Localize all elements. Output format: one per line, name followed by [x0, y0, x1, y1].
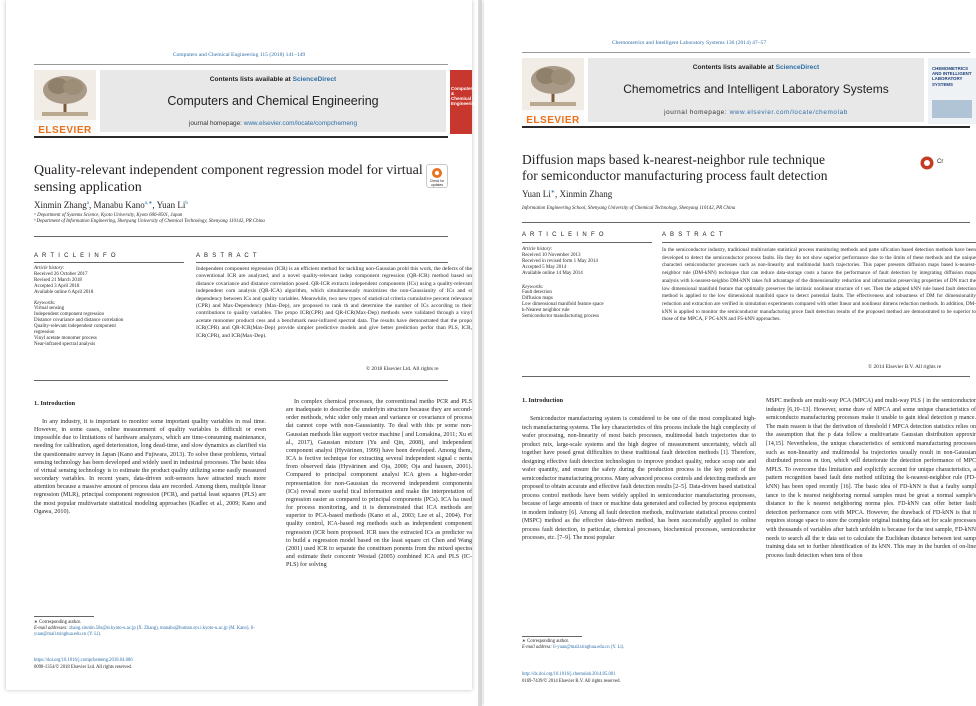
- right-paper-page: [484, 0, 976, 706]
- left-title-line-1: Quality-relevant independent component regression model for virtual: [34, 163, 423, 178]
- history-item: Received in revised form 1 May 2014: [522, 258, 598, 264]
- right-intro-col2: MSPC methods are multi-way PCA (MPCA) and multi-way PLS ( in the semiconductor industry [6,10–13]. However, some draw of MPCA and some unique characteristics of semiconducto manufacturing processes make it unable to gain ideal detection p mance. The main reason is that the derivation of threshold f MPCA detection statistics relies on the assumption that the p data follow a multivariate Gaussian distribution approxir [14,15]. Nevertheless, the unique characteristics of semicond manufacturing processes such as non-linearity and multimodal ba trajectories usually result in non-Gaussian distributed process m tion, which will deteriorate the detection performance of MPC MPLS. To overcome this limitation and explicitly account for unique characteristics, a pattern recognition based fault dete method utilizing the k-nearest-neighbor rule (FD-kNN) has been oped recently [16]. The basic idea of FD-kNN is that a faulty sampl tance to the k nearest neighboring normal samples must be great a normal sample's distance to the k nearest neighboring norma ples. FD-kNN can offer better fault detection performance com with MPCA. However, the drawback of FD-kNN is that it requires storage space to store the complete original training data set for scale processes with thousands of variables after batch unfoldin is because for the test sample, FD-kNN needs to search all the tr data set to calculate the Euclidean distance between test samp training data set to further identification of its kNN. This may in the burden of on-line process fault detection when tens of thou: [766, 398, 976, 559]
- left-sciencedirect-link[interactable]: ScienceDirect: [292, 76, 337, 83]
- right-footnotes: [522, 639, 756, 651]
- history-item: Revised 21 March 2018: [34, 277, 82, 283]
- left-homepage-link[interactable]: www.elsevier.com/locate/compchemeng: [243, 120, 358, 127]
- left-issn: 0098-1354/© 2018 Elsevier Ltd. All rights reserved.: [34, 665, 133, 670]
- left-paper-title: [34, 162, 424, 196]
- right-masthead-rule: [522, 126, 970, 128]
- right-cover-image: [932, 100, 972, 118]
- crossmark-badge[interactable]: [920, 156, 976, 172]
- right-copyright: © 2014 Elsevier B.V. All rights re: [868, 364, 942, 370]
- left-affiliations: [34, 213, 454, 225]
- author-xinmin-zhang[interactable]: Xinmin Zhang: [559, 189, 613, 199]
- left-elsevier-logo: [34, 70, 96, 136]
- right-body-rule: [522, 376, 970, 377]
- keyword-item: Fault detection: [522, 290, 552, 296]
- right-keywords-label: Keywords:: [522, 284, 544, 290]
- left-paper-page: [6, 0, 478, 690]
- left-contents-line: [100, 76, 446, 83]
- right-publisher-name: ELSEVIER: [526, 115, 580, 126]
- keyword-item: Diffusion maps: [522, 296, 553, 302]
- left-authors: [34, 200, 188, 210]
- right-email-address[interactable]: li-yuan@mail.tsinghua.edu.cn (Y. Li).: [553, 645, 625, 650]
- history-item: Accepted 3 April 2018: [34, 283, 80, 289]
- author-yuan-li[interactable]: Yuan Li: [156, 200, 186, 210]
- author-yuan-li[interactable]: Yuan Li: [522, 189, 551, 199]
- right-doi-link[interactable]: http://dx.doi.org/10.1016/j.chemolab.2014.05.001: [522, 672, 616, 677]
- author-xinmin-zhang[interactable]: Xinmin Zhang: [34, 200, 87, 210]
- left-affiliation-b: ᵇ Department of Information Engineering, Shenyang University of Chemical Technology, Shenyang 110142, PR China: [34, 219, 265, 224]
- left-homepage-line: [100, 120, 446, 127]
- author-sup: b: [185, 201, 188, 206]
- left-journal-name: Computers and Chemical Engineering: [167, 94, 379, 108]
- left-info-rule: [34, 262, 184, 263]
- left-footnote-rule: [34, 616, 94, 617]
- check-updates-label: Check for updates: [429, 179, 445, 187]
- right-title-line-1: Diffusion maps based k-nearest-neighbor rule technique: [522, 152, 826, 167]
- left-abstract-text: Independent component regression (ICR) is an efficient method for tackling non-Gaussian probl this work, the defects of the conventional ICR are analyzed, and a novel quality-relevant indep component regression (QR-ICR) method based on distance covariance and distance correlation posed. QR-ICR extracts independent components (ICs) using a quality-relevant independent com analysis (QR-ICA) algorithm, which simultaneously maximizes the non-Gaussianity of ICs and st dependency between ICs and quality variables. Meanwhile, two new types of statistical criteria cumulative percent relevance (CPR) and Max-Dependency (Max-Dep), are proposed to rank th and determine the number of ICs according to their contributions to quality variables. The propo ICR(CPR) and QR-ICR(Max-Dep) methods were validated through a vinyl acetate monomer producti cess and a benchmark near-infrared spectral data. The results have demonstrated that the propo ICR(CPR) and QR-ICR(Max-Dep) provide simpler predictive models and give better prediction perfor than PLS, ICR, ICR(CPR), and ICR(Max-Dep).: [196, 266, 472, 339]
- left-intro-col2: In complex chemical processes, the conventional metho PCR and PLS are inadequate to describe the underlyin structure because they are second-order methods, whic sider only mean and variance or covariance of process dat cannot cope with non-Gaussianity. To deal with this pr some non-Gaussian methods like support vector machine [ and Lomakina, 2011; Xu et al., 2017), Gaussian mixture (Yu and Qin, 2008), and independent component analysi (Hyvärinen, 1999) have been developed. Among them, ICA is fective technique for extracting several independent signal c nents from observed data (Hyvärinen and Oja, 2000; Oja and hausen, 2001). Compared to principal component analysi ICA gives a higher-order representation for non-Gaussian da recovered independent components (ICs) reveal more useful tical information and make the interpretation of regression easier as compared to principal components (PCs). ICA ha used for process monitoring, and it is demonstrated that ICA methods are superior to PCA-based methods (Kano et al., 2003; Lee et al., 2004). For quality control, ICA-based reg methods such as independent component regression (ICR been proposed. ICR uses the extracted ICs as predictor va to build a regression model based on the least square cri Chen and Wang (2001) used ICR to separate the constituen ponents from the mixed spectra and estimate their concentr Westad (2005) combined ICA and PLS (IC-PLS) for solving: [286, 399, 472, 569]
- right-info-rule: [522, 242, 652, 243]
- left-keywords-label: Keywords:: [34, 300, 56, 306]
- history-item: Available online 14 May 2014: [522, 270, 583, 276]
- left-masthead-rule: [34, 136, 448, 138]
- keyword-item: Near-infrared spectral analysis: [34, 341, 96, 347]
- left-publisher-name: ELSEVIER: [38, 125, 92, 136]
- right-authors: [522, 189, 612, 199]
- left-journal-cover: [450, 70, 478, 134]
- left-email-addresses[interactable]: zhang.xinmin.58s@st.kyoto-u.ac.jp (X. Zhang), manabu@human.sys.i.kyoto-u.ac.jp (M. Kano), li-yuan@mail.tsinghua.edu.cn (Y. Li).: [34, 626, 255, 637]
- history-item: Accepted 5 May 2014: [522, 264, 567, 270]
- right-abstract-heading: A B S T R A C T: [662, 232, 724, 238]
- keyword-item: Independent component regression: [34, 312, 104, 318]
- right-sciencedirect-link[interactable]: ScienceDirect: [775, 64, 820, 71]
- left-contents-prefix: Contents lists available at: [209, 76, 293, 83]
- history-item: Available online 6 April 2018: [34, 289, 94, 295]
- left-affiliation-a: ᵃ Department of Systems Science, Kyoto University, Kyoto 606-8501, Japan: [34, 213, 183, 218]
- right-journal-name: Chemometrics and Intelligent Laboratory Systems: [623, 82, 889, 96]
- left-top-rule: [34, 64, 448, 65]
- left-article-info: [34, 266, 184, 348]
- right-abstract-rule: [662, 242, 976, 243]
- right-article-info: [522, 247, 652, 320]
- author-sup: a,∗: [144, 201, 153, 206]
- right-affil-rule: [522, 222, 970, 223]
- author-separator: ,: [152, 200, 157, 210]
- author-separator: ,: [554, 189, 560, 199]
- right-corresponding-author: ∗ Corresponding author.: [522, 639, 570, 644]
- left-email-label: E-mail addresses:: [34, 626, 68, 631]
- keyword-item: Semiconductor manufacturing process: [522, 314, 599, 320]
- left-doi-link[interactable]: https://doi.org/10.1016/j.compchemeng.2018.04.006: [34, 658, 133, 663]
- left-abstract-rule: [196, 262, 448, 263]
- author-separator: ,: [88, 200, 94, 210]
- keyword-item: Quality-relevant independent component: [34, 324, 116, 330]
- left-cover-text: Computers & Chemical Engineering: [451, 86, 478, 106]
- left-history-label: Article history:: [34, 266, 65, 271]
- author-sup: ∗: [550, 190, 555, 195]
- keyword-item: Virtual sensing: [34, 306, 65, 312]
- keyword-item: Distance covariance and distance correlation: [34, 318, 124, 324]
- right-contents-prefix: Contents lists available at: [692, 64, 776, 71]
- right-homepage-link[interactable]: www.elsevier.com/locate/chemolab: [729, 109, 848, 116]
- right-intro-col1: Semiconductor manufacturing system is considered to be one of the most complicated high-tech manufacturing systems. The key characteristics of this process include the high complexity of wafer processing, non-linearity of most batch processes, multimodal batch trajectories due to product mix, large-scale systems and the high degree of measurement uncertainty, which all together have posed great difficulties to these traditional fault detection methods [1]. Therefore, designing effective fault detection technologies to improve product quality, reduce scrap rate and wafer quantity, and ensure the safety during the production process is the key point of the semiconductor manufacturing process. Many advanced process controls and detecting methods are proposed to obtain accurate and effective fault detection results [2–5]. Data-driven based statistical process control methods have been widely applied in semiconductor manufacturing processes, because of large amounts of trace or machine data generated and collected by process equipments in modern industry [6]. Among all fault detection methods, multivariate statistical process control (MSPC) method as the effective data-driven method, has been successfully applied to online process fault detection, in particular, chemical processes, biochemical processes, semiconductor processes, etc. [7–9]. The most popular: [522, 416, 756, 541]
- keyword-item: k-Nearest neighbor rule: [522, 308, 570, 314]
- check-updates-icon: [427, 167, 447, 179]
- keyword-item: regression: [34, 330, 55, 336]
- crossmark-label: Cr: [937, 159, 944, 165]
- right-masthead: [588, 58, 924, 122]
- left-corresponding-author: ∗ Corresponding author.: [34, 620, 82, 625]
- left-copyright: © 2018 Elsevier Ltd. All rights re: [366, 366, 439, 372]
- left-citation: Computers and Chemical Engineering 115 (2018) 141–149: [172, 52, 306, 58]
- right-issn: 0169-7439/© 2014 Elsevier B.V. All rights reserved.: [522, 679, 621, 684]
- left-affil-rule: [34, 236, 448, 237]
- left-homepage-prefix: journal homepage:: [188, 120, 244, 127]
- keyword-item: Low dimensional manifold feature space: [522, 302, 604, 308]
- check-for-updates-badge[interactable]: [426, 164, 448, 188]
- right-title-line-2: for semiconductor manufacturing process fault detection: [522, 168, 828, 183]
- right-article-info-heading: A R T I C L E I N F O: [522, 232, 605, 238]
- left-masthead: [100, 70, 446, 132]
- right-affiliation: Information Engineering School, Shenyang University of Chemical Technology, Shenyang 110142, PR China: [522, 206, 736, 211]
- crossmark-icon: [920, 156, 934, 170]
- right-journal-cover: [928, 58, 976, 124]
- left-abstract-heading: A B S T R A C T: [196, 253, 258, 259]
- left-article-info-heading: A R T I C L E I N F O: [34, 253, 117, 259]
- elsevier-tree-icon: [34, 70, 96, 120]
- history-item: Received 26 October 2017: [34, 271, 88, 277]
- right-cover-text: CHEMOMETRICS AND INTELLIGENT LABORATORY SYSTEMS: [932, 66, 972, 87]
- left-footnotes: [34, 620, 266, 638]
- right-footnote-rule: [522, 636, 582, 637]
- right-history-label: Article history:: [522, 247, 553, 252]
- right-homepage-prefix: journal homepage:: [664, 109, 730, 116]
- author-sup: a: [86, 201, 89, 206]
- keyword-item: Vinyl acetate monomer process: [34, 335, 97, 341]
- right-homepage-line: [588, 109, 924, 116]
- right-abstract-text: In the semiconductor industry, traditional multivariate statistical process monitoring methods and patte sification based detection methods have been developed to detect the semiconductor process faults. Ho they do not show superior performance due to the limits of these methods and the unique characteri semiconductor processes such as non-linearity and multimodal batch trajectories. This paper presents diffusion maps based k-nearest-neighbor rule (DM-kNN) technique that can reduce data-storage costs a hance the performance of fault detection by integrating diffusion maps analysis with k-nearest-neighbo DM-kNN takes full advantage of the dimensionality reduction and information preserving properties of DN tract the low dimensional manifold feature that optimally preserves the intrinsic nonlinear structure of t set. Then the adapted kNN rule based fault detection method is applied to the low dimensional manifold space to detect potential faults. The effectiveness and robustness of DM for dimensionality reduction and extraction are verified in simulation experiments compared with other linear and nonlinear dimens reduction methods. In addition, DM-kNN is applied to monitor the semiconductor manufacturing proce fault detection results of the proposed method are demonstrated to be superior to those of the MPCA, F PC-kNN and FS-kNN approaches.: [662, 247, 976, 323]
- right-elsevier-logo: [522, 58, 584, 126]
- history-item: Received 10 November 2013: [522, 252, 581, 258]
- left-intro-col1: In any industry, it is important to monitor some important quality variables in real time. However, in some cases, online measurement of quality variables is difficult or even impossible due to limitations of hardware analyzers, which are time-consuming maintenance, needing for calibration, aged deterioration, long dead-time, and slow dynamics as clarified via the questionnaire survey in Japan (Kano and Fujiwara, 2013). To solve these problems, virtual sensing technology has been developed and widely used in industrial processes. The basic idea of virtual sensing technology is to estimate the product quality utilizing some easily measured secondary variables. In recent years, data-driven soft-sensors have attracted much more attention because a massive amount of process data are recorded. Among them, multiple linear regression (MLR), principal component regression (PCR), and partial least squares (PLS) are the most popular multivariate statistical modeling approaches (Kadlec et al., 2009; Kano and Ogawa, 2010).: [34, 419, 266, 515]
- left-title-line-2: sensing application: [34, 180, 142, 195]
- right-paper-title: [522, 152, 922, 184]
- right-top-rule: [522, 52, 970, 53]
- right-contents-line: [588, 64, 924, 71]
- left-intro-heading: 1. Introduction: [34, 400, 76, 407]
- right-intro-heading: 1. Introduction: [522, 397, 564, 404]
- left-body-rule: [34, 380, 448, 381]
- elsevier-tree-icon: [522, 58, 584, 110]
- author-manabu-kano[interactable]: Manabu Kano: [93, 200, 145, 210]
- right-email-label: E-mail address:: [522, 645, 552, 650]
- right-citation: Chemometrics and Intelligent Laboratory Systems 136 (2014) 47–57: [611, 40, 767, 46]
- page-divider: [478, 0, 482, 706]
